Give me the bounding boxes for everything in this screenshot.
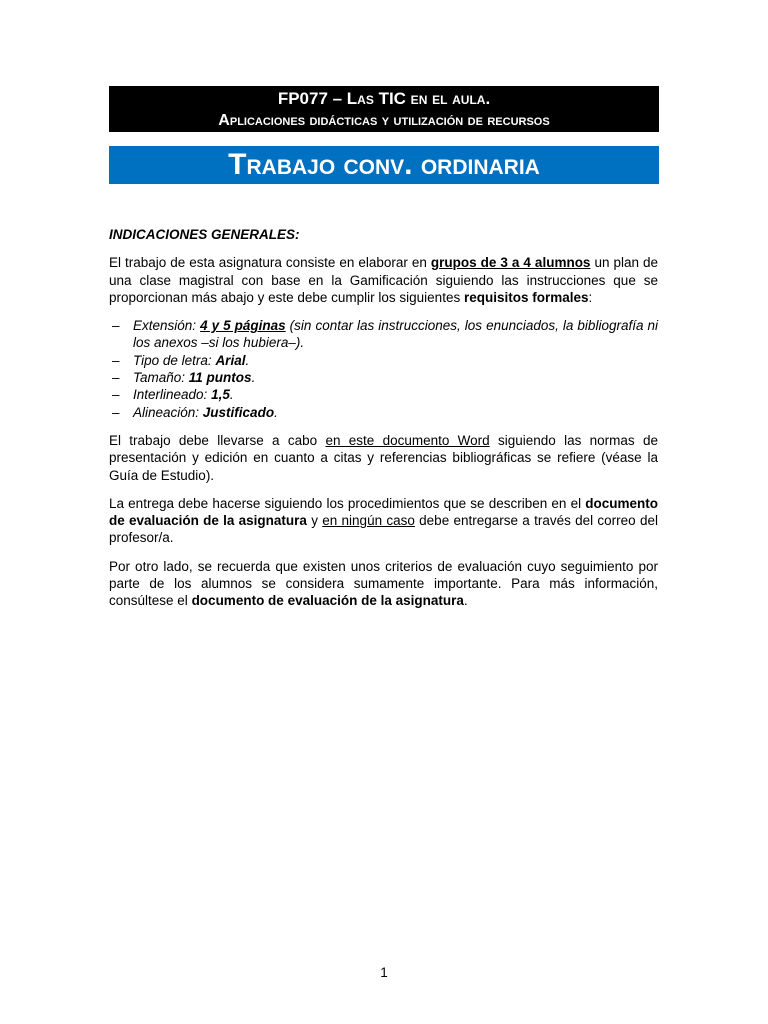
list-item bbox=[109, 352, 658, 369]
requirement-value: 4 y 5 páginas bbox=[200, 318, 286, 334]
requirement-suffix: (sin contar las instrucciones, los enunciados, la bibliografía ni los anexos –si los hubiera–). bbox=[133, 318, 658, 351]
course-code-title: FP077 – Las TIC en el aula. bbox=[277, 89, 491, 108]
requirement-suffix: . bbox=[274, 404, 278, 420]
requirements-list bbox=[109, 317, 658, 421]
list-dash: – bbox=[112, 318, 120, 334]
document-body bbox=[109, 226, 658, 621]
list-dash: – bbox=[112, 387, 120, 403]
requirement-suffix: . bbox=[245, 352, 250, 368]
paragraph-text: El trabajo debe llevarse a cabo bbox=[109, 432, 326, 448]
paragraph-intro bbox=[109, 254, 658, 306]
requirement-value: Justificado bbox=[202, 404, 275, 420]
list-item bbox=[109, 404, 658, 421]
intro-colon: : bbox=[588, 289, 593, 305]
list-item bbox=[109, 317, 658, 352]
requirement-label: Tamaño: bbox=[133, 370, 189, 386]
course-subtitle: Aplicaciones didácticas y utilización de recursos bbox=[218, 112, 550, 129]
document-title: Trabajo conv. ordinaria bbox=[109, 146, 659, 184]
list-item bbox=[109, 386, 658, 403]
list-dash: – bbox=[112, 352, 120, 368]
course-header bbox=[109, 86, 659, 132]
paragraph-text-cont: siguiendo las normas de presentación y edición en cuanto a citas y referencias bibliográficas se refiere (véase la Guía de Estudio). bbox=[109, 432, 658, 483]
requirement-suffix: . bbox=[229, 387, 234, 403]
requirement-label: Interlineado: bbox=[133, 387, 212, 403]
paragraph-text: La entrega debe hacerse siguiendo los procedimientos que se describen en el bbox=[109, 495, 586, 511]
paragraph-criteria bbox=[109, 558, 658, 610]
paragraph-text-end: debe entregarse a través del correo del profesor/a. bbox=[109, 513, 658, 546]
list-dash: – bbox=[112, 370, 120, 386]
list-item bbox=[109, 369, 658, 386]
formal-requirements-emphasis: requisitos formales bbox=[463, 289, 589, 305]
section-heading: INDICACIONES GENERALES: bbox=[109, 227, 300, 242]
word-document-emphasis: en este documento Word bbox=[325, 432, 490, 448]
requirement-value: 11 puntos bbox=[188, 370, 252, 386]
list-dash: – bbox=[112, 404, 120, 420]
evaluation-document-emphasis: documento de evaluación de la asignatura bbox=[109, 495, 658, 529]
paragraph-text: Por otro lado, se recuerda que existen unos criterios de evaluación cuyo seguimiento por parte de los alumnos se considera sumamente importante. Para más información, consúltese el bbox=[109, 558, 658, 609]
group-size-emphasis: grupos de 3 a 4 alumnos bbox=[430, 255, 591, 271]
requirement-label: Extensión: bbox=[133, 318, 201, 334]
requirement-label: Tipo de letra: bbox=[133, 352, 216, 368]
requirement-value: 1,5 bbox=[211, 387, 230, 403]
intro-text-cont: un plan de una clase magistral con base en la Gamificación siguiendo las instrucciones que se proporcionan más abajo y este debe cumplir los siguientes bbox=[109, 255, 658, 305]
never-emphasis: en ningún caso bbox=[322, 513, 415, 529]
paragraph-submission bbox=[109, 495, 658, 547]
intro-text: El trabajo de esta asignatura consiste en elaborar en bbox=[109, 255, 431, 271]
paragraph-word-document bbox=[109, 432, 658, 484]
paragraph-text-end: . bbox=[463, 593, 468, 609]
requirement-label: Alineación: bbox=[133, 404, 203, 420]
requirement-suffix: . bbox=[251, 370, 256, 386]
page-number: 1 bbox=[380, 965, 388, 980]
requirement-value: Arial bbox=[215, 352, 246, 368]
paragraph-text-cont: y bbox=[306, 513, 323, 529]
evaluation-document-emphasis: documento de evaluación de la asignatura bbox=[191, 593, 464, 609]
